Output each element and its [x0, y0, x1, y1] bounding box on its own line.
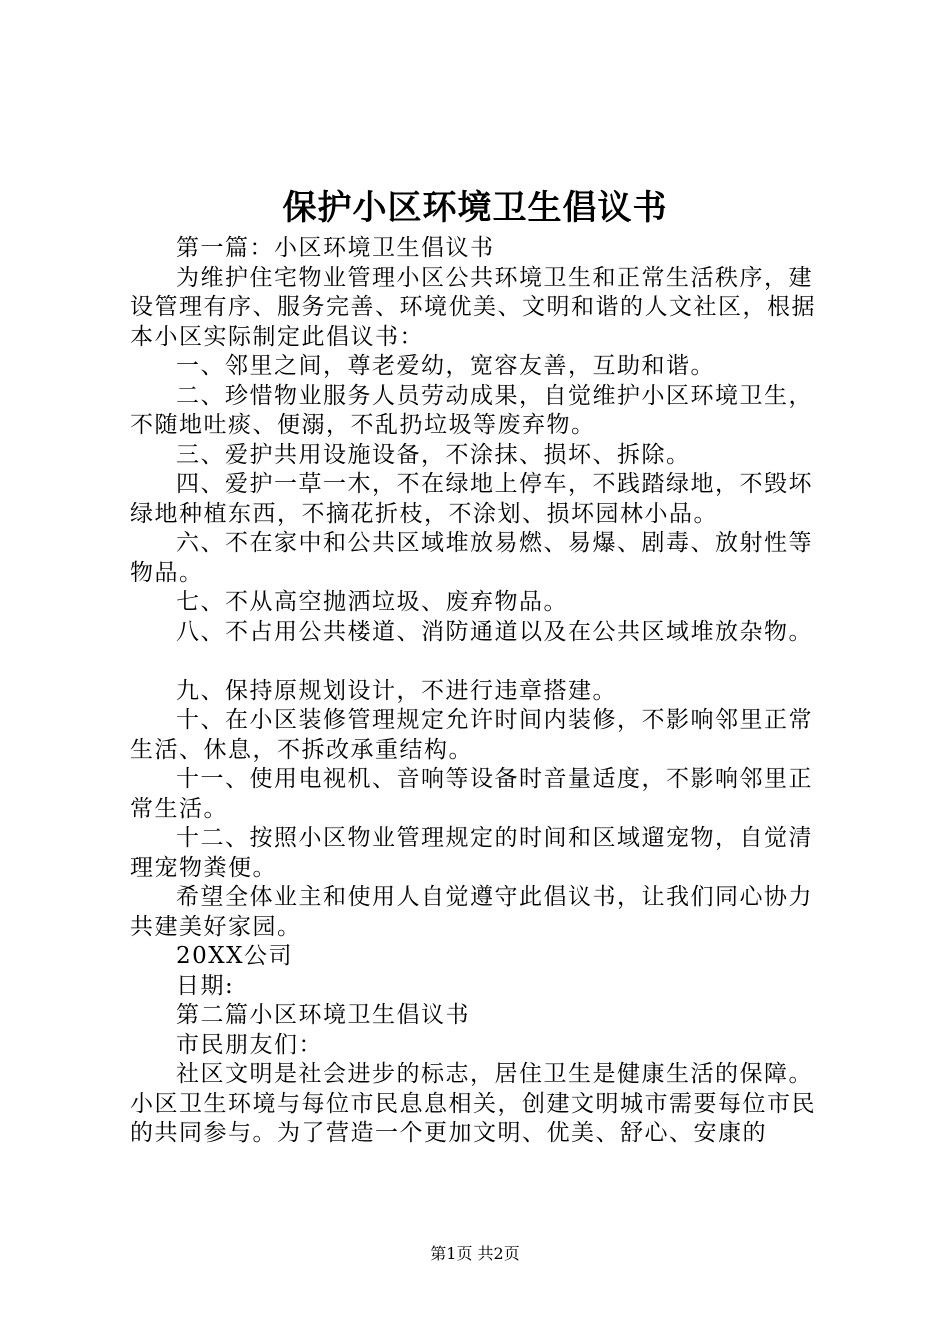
paragraph: 十一、使用电视机、音响等设备时音量适度，不影响邻里正常生活。	[130, 766, 813, 822]
paragraph: 一、邻里之间，尊老爱幼，宽容友善，互助和谐。	[176, 353, 715, 379]
paragraph: 七、不从高空抛洒垃圾、废弃物品。	[176, 589, 568, 615]
salutation: 市民朋友们：	[176, 1031, 323, 1058]
paragraph: 为维护住宅物业管理小区公共环境卫生和正常生活秩序，建设管理有序、服务完善、环境优美、文明和谐的人文社区，根据本小区实际制定此倡议书：	[130, 264, 816, 350]
page-footer: 第1页 共2页	[430, 1244, 520, 1263]
paragraph: 九、保持原规划设计，不进行违章搭建。	[176, 677, 617, 704]
document-body	[130, 234, 836, 1149]
paragraph: 希望全体业主和使用人自觉遵守此倡议书，让我们同心协力共建美好家园。	[130, 884, 813, 940]
paragraph: 三、爱护共用设施设备，不涂抹、损坏、拆除。	[176, 441, 691, 468]
paragraph: 八、不占用公共楼道、消防通道以及在公共区域堆放杂物。	[176, 618, 813, 645]
paragraph: 六、不在家中和公共区域堆放易燃、易爆、剧毒、放射性等物品。	[130, 530, 813, 586]
paragraph: 十二、按照小区物业管理规定的时间和区域遛宠物，自觉清理宠物粪便。	[130, 825, 813, 881]
company-signature: 20XX公司	[176, 943, 294, 969]
document-title: 保护小区环境卫生倡议书	[282, 188, 668, 228]
paragraph: 第一篇：小区环境卫生倡议书	[176, 235, 495, 261]
paragraph: 社区文明是社会进步的标志，居住卫生是健康生活的保障。小区卫生环境与每位市民息息相关，创建文明城市需要每位市民的共同参与。为了营造一个更加文明、优美、舒心、安康的	[130, 1061, 816, 1146]
paragraph: 二、珍惜物业服务人员劳动成果，自觉维护小区环境卫生，不随地吐痰、便溺，不乱扔垃圾等废弃物。	[130, 382, 813, 438]
paragraph: 四、爱护一草一木，不在绿地上停车，不践踏绿地，不毁坏绿地种植东西，不摘花折枝，不涂划、损坏园林小品。	[130, 471, 813, 527]
date-line: 日期:	[176, 972, 235, 999]
paragraph: 十、在小区装修管理规定允许时间内装修，不影响邻里正常生活、休息，不拆改承重结构。	[130, 707, 813, 763]
section-heading: 第二篇小区环境卫生倡议书	[176, 1002, 470, 1028]
